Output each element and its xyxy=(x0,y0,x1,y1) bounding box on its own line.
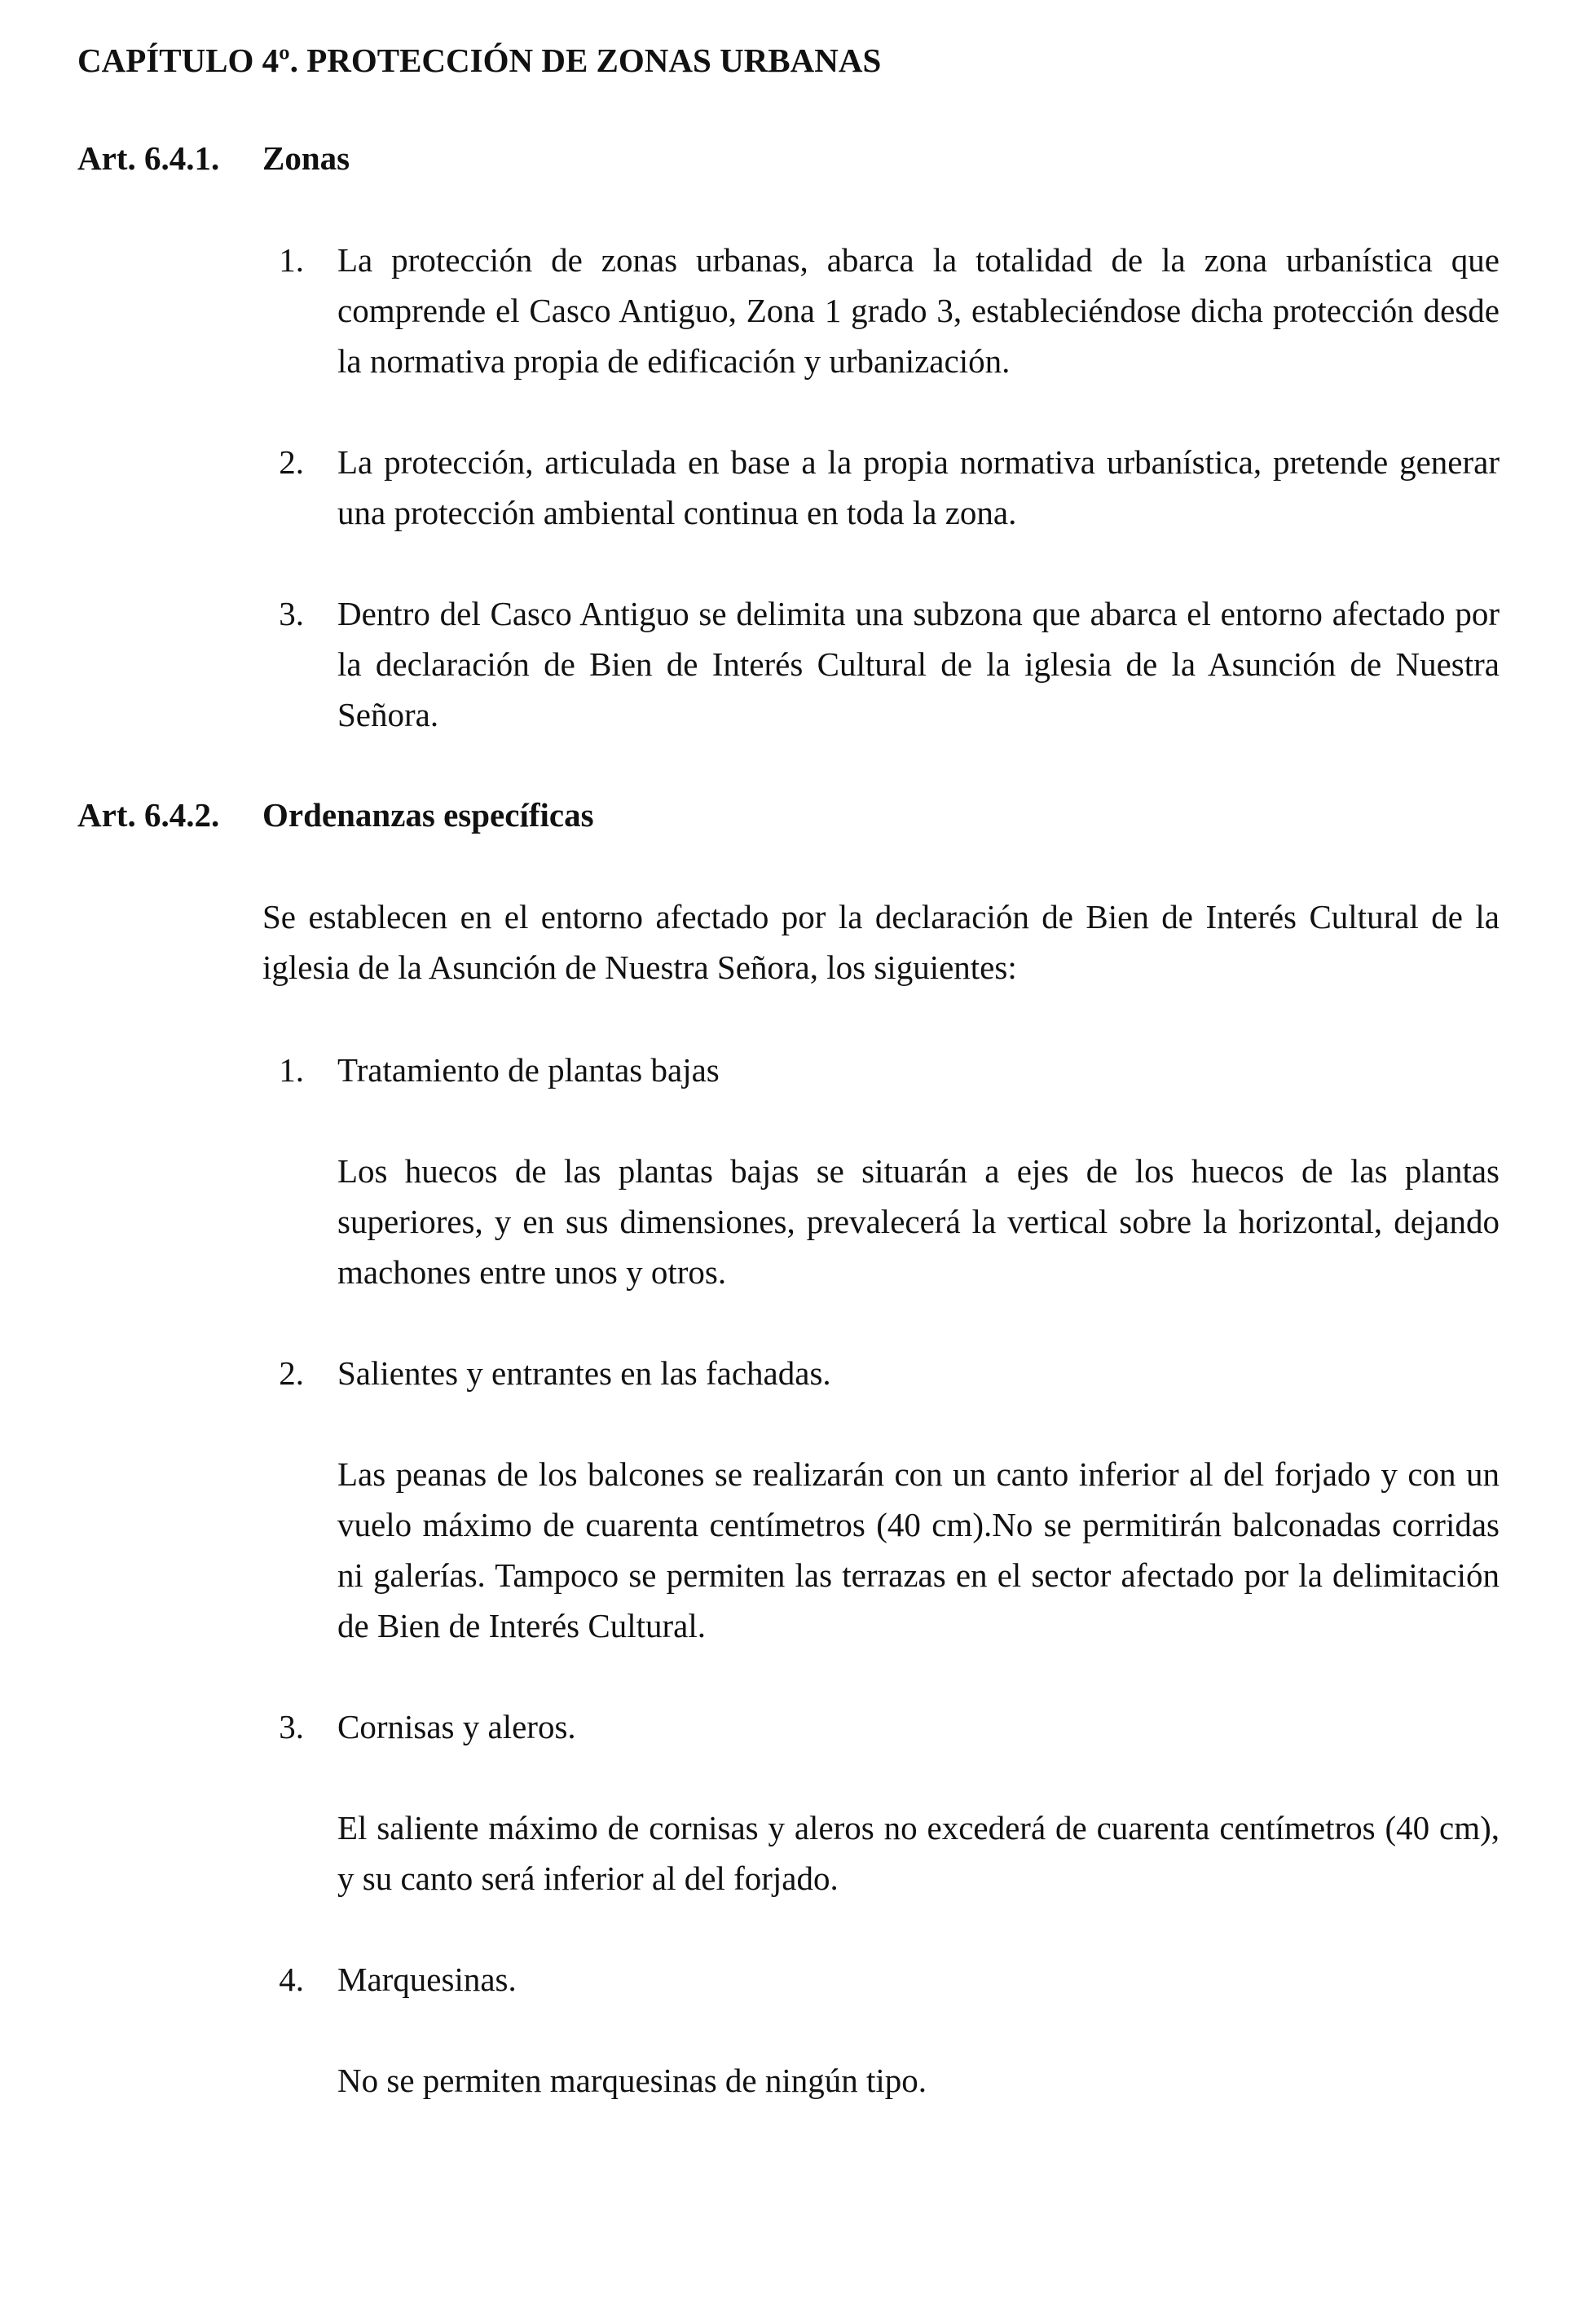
article-heading xyxy=(77,134,1500,183)
list-marker: 1. xyxy=(279,1051,304,1089)
article-number: Art. 6.4.2. xyxy=(77,796,220,834)
list-item-text: No se permiten marquesinas de ningún tipo. xyxy=(337,2062,927,2099)
list-item-text: La protección, articulada en base a la propia normativa urbanística, pretende generar una protección ambiental continua en toda la zona. xyxy=(337,443,1500,531)
list-item-text: La protección de zonas urbanas, abarca la totalidad de la zona urbanística que comprende el Casco Antiguo, Zona 1 grado 3, estableciéndose dicha protección desde la normativa propia de edificación y urbanización. xyxy=(337,241,1500,380)
list-item xyxy=(77,437,1500,538)
list-item xyxy=(77,1701,1500,1904)
article-number: Art. 6.4.1. xyxy=(77,139,220,177)
list-item xyxy=(77,235,1500,386)
list-item xyxy=(77,1954,1500,2106)
article-heading xyxy=(77,790,1500,839)
list-item xyxy=(77,1348,1500,1651)
list-item-body xyxy=(337,1045,1500,1297)
document-page xyxy=(77,36,1500,2156)
list-marker: 2. xyxy=(279,1354,304,1392)
list-item-heading: Marquesinas. xyxy=(337,1961,517,1998)
article-title: Ordenanzas específicas xyxy=(262,796,594,834)
numbered-list xyxy=(77,1045,1500,2106)
list-item-body xyxy=(337,1954,1500,2106)
list-item-text: Las peanas de los balcones se realizarán con un canto inferior al del forjado y con un vuelo máximo de cuarenta centímetros (40 cm).No se permitirán balconadas corridas ni galerías. Tampoco se permiten las terrazas en el sector afectado por la delimitación de Bien de Interés Cultural. xyxy=(337,1455,1500,1644)
list-item-text: El saliente máximo de cornisas y aleros no excederá de cuarenta centímetros (40 cm), y su canto será inferior al del forjado. xyxy=(337,1809,1500,1897)
list-marker: 3. xyxy=(279,1708,304,1745)
article-6-4-1 xyxy=(77,134,1500,740)
list-item xyxy=(77,1045,1500,1297)
numbered-list xyxy=(77,235,1500,740)
list-item-heading: Salientes y entrantes en las fachadas. xyxy=(337,1354,831,1392)
list-item-heading: Tratamiento de plantas bajas xyxy=(337,1051,720,1089)
list-marker: 1. xyxy=(279,241,304,279)
list-item-body xyxy=(337,1348,1500,1651)
article-title: Zonas xyxy=(262,139,350,177)
chapter-title: CAPÍTULO 4º. PROTECCIÓN DE ZONAS URBANAS xyxy=(77,42,882,79)
list-item xyxy=(77,588,1500,740)
list-marker: 2. xyxy=(279,443,304,481)
intro-paragraph: Se establecen en el entorno afectado por la declaración de Bien de Interés Cultural de la iglesia de la Asunción de Nuestra Señora, los siguientes: xyxy=(262,898,1500,986)
list-item-body xyxy=(337,1701,1500,1904)
list-item-text: Dentro del Casco Antiguo se delimita una subzona que abarca el entorno afectado por la declaración de Bien de Interés Cultural de la iglesia de la Asunción de Nuestra Señora. xyxy=(337,595,1500,733)
list-marker: 4. xyxy=(279,1961,304,1998)
list-item-text: Los huecos de las plantas bajas se situarán a ejes de los huecos de las plantas superiores, y en sus dimensiones, prevalecerá la vertical sobre la horizontal, dejando machones entre unos y otros. xyxy=(337,1152,1500,1291)
list-marker: 3. xyxy=(279,595,304,632)
list-item-heading: Cornisas y aleros. xyxy=(337,1708,576,1745)
article-6-4-2 xyxy=(77,790,1500,2106)
